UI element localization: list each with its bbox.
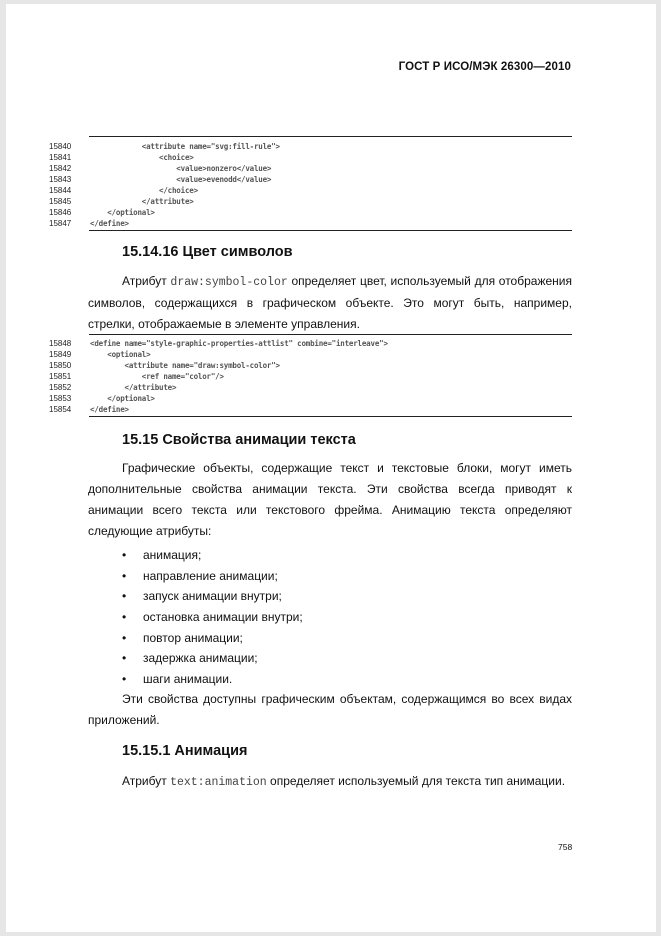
line-number: 15852 (49, 383, 72, 392)
line-number: 15847 (49, 219, 72, 228)
line-number: 15850 (49, 361, 72, 370)
paragraph-applications (88, 689, 572, 731)
list-item-text: шаги анимации. (143, 672, 233, 687)
bullet-icon: • (122, 548, 127, 562)
document-page (6, 4, 656, 932)
paragraph-text-animation-intro (88, 458, 572, 542)
animation-attributes-list (88, 545, 572, 690)
bullet-icon: • (122, 630, 127, 645)
list-item-text: задержка анимации; (143, 651, 258, 666)
code-text: </choice> (90, 186, 198, 195)
bullet-icon: • (122, 568, 127, 583)
code-text: </optional> (90, 394, 155, 403)
list-item (88, 648, 572, 669)
attribute-name: draw:symbol-color (170, 276, 288, 289)
line-number: 15844 (49, 186, 72, 195)
line-number: 15841 (49, 153, 72, 162)
section-heading-15-15-1: 15.15.1 Анимация (122, 743, 248, 759)
section-heading-15-14-16: 15.14.16 Цвет символов (122, 244, 293, 260)
list-item-text: направление анимации; (143, 568, 278, 583)
page-number: 758 (558, 842, 573, 852)
list-item-text: анимация; (143, 548, 202, 562)
code-text: </define> (90, 219, 129, 228)
section-heading-15-15: 15.15 Свойства анимации текста (122, 432, 356, 448)
line-number: 15846 (49, 208, 72, 217)
list-item (88, 586, 572, 607)
paragraph-text: Атрибут (122, 274, 171, 288)
paragraph-text-animation (88, 771, 572, 793)
list-item-text: запуск анимации внутри; (143, 589, 282, 604)
code-block-bottom-rule (89, 230, 572, 231)
code-block-bottom-rule (89, 416, 572, 417)
list-item (88, 607, 572, 628)
paragraph-text: определяет используемый для текста тип анимации. (266, 774, 566, 788)
attribute-name: text:animation (170, 776, 267, 789)
line-number: 15845 (49, 197, 72, 206)
line-number: 15842 (49, 164, 72, 173)
code-text: </attribute> (90, 383, 177, 392)
line-number: 15848 (49, 339, 72, 348)
code-text: <optional> (90, 350, 151, 359)
code-text: <ref name="color"/> (90, 372, 224, 381)
code-block-top-rule (89, 334, 572, 335)
bullet-icon: • (122, 610, 127, 625)
list-item (88, 628, 572, 649)
code-text: <value>evenodd</value> (90, 175, 272, 184)
code-text: <attribute name="svg:fill-rule"> (90, 142, 280, 151)
code-text: <define name="style-graphic-properties-attlist" combine="interleave"> (90, 339, 388, 348)
paragraph-symbol-color (88, 271, 572, 335)
list-item-text: повтор анимации; (143, 630, 243, 645)
code-text: <attribute name="draw:symbol-color"> (90, 361, 280, 370)
code-text: </attribute> (90, 197, 194, 206)
code-block-top-rule (89, 136, 572, 137)
code-text: <value>nonzero</value> (90, 164, 272, 173)
bullet-icon: • (122, 651, 127, 666)
list-item-text: остановка анимации внутри; (143, 610, 303, 625)
list-item (88, 545, 572, 566)
list-item (88, 566, 572, 587)
code-text: </optional> (90, 208, 155, 217)
document-header-title: ГОСТ Р ИСО/МЭК 26300—2010 (398, 61, 571, 73)
line-number: 15854 (49, 405, 72, 414)
line-number: 15851 (49, 372, 72, 381)
code-text: <choice> (90, 153, 194, 162)
bullet-icon: • (122, 589, 127, 604)
list-item (88, 669, 572, 690)
code-text: </define> (90, 405, 129, 414)
line-number: 15840 (49, 142, 72, 151)
paragraph-text: Эти свойства доступны графическим объектам, содержащимся во всех видах приложений. (88, 692, 572, 727)
bullet-icon: • (122, 672, 127, 687)
paragraph-text: определяет цвет, используемый для отображения символов, содержащихся в графическом объекте. Это могут быть, например, стрелки, отображаемые в элементе управления. (88, 274, 572, 331)
line-number: 15849 (49, 350, 72, 359)
line-number: 15853 (49, 394, 72, 403)
paragraph-text: Графические объекты, содержащие текст и текстовые блоки, могут иметь дополнительные свойства анимации текста. Эти свойства всегда приводят к анимации всего текста или текстового фрейма. Анимацию текста определяют следующие атрибуты: (88, 461, 572, 538)
line-number: 15843 (49, 175, 72, 184)
paragraph-text: Атрибут (122, 774, 171, 788)
